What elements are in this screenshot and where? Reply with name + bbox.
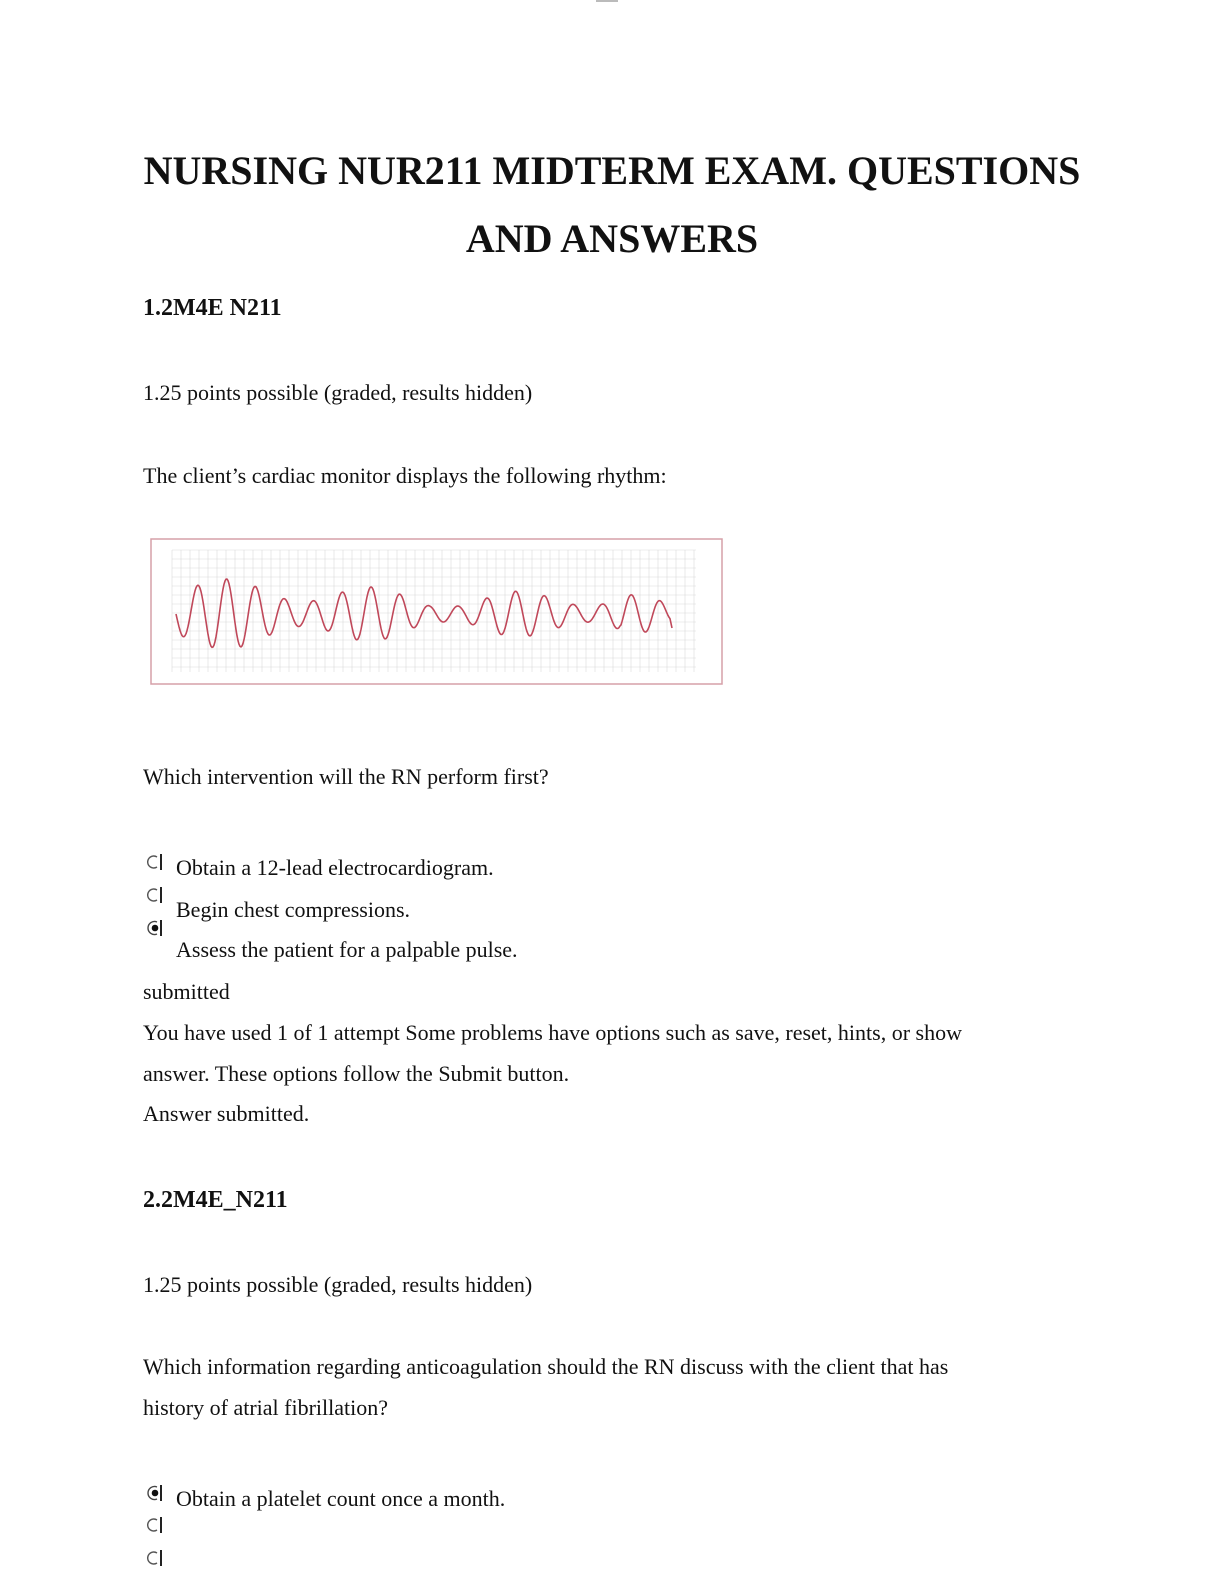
question-1-heading: 1.2M4E N211 — [143, 295, 282, 321]
question-2-heading: 2.2M4E_N211 — [143, 1187, 288, 1213]
q1-option-3-label: Assess the patient for a palpable pulse. — [176, 937, 518, 962]
q1-option-1-radio[interactable] — [145, 853, 167, 871]
title-line-1: NURSING NUR211 MIDTERM EXAM. QUESTIONS — [143, 148, 1081, 193]
question-1-points: 1.25 points possible (graded, results hidden) — [143, 380, 533, 405]
q2-option-2-radio[interactable] — [145, 1516, 167, 1534]
question-1-result: Answer submitted. — [143, 1101, 310, 1126]
q1-option-2-radio[interactable] — [145, 886, 167, 904]
q2-option-1-label: Obtain a platelet count once a month. — [176, 1486, 506, 1511]
document-title — [0, 137, 1224, 273]
title-line-2: AND ANSWERS — [465, 216, 759, 261]
ecg-rhythm-image — [150, 538, 723, 685]
question-1-attempts-line-2: answer. These options follow the Submit button. — [143, 1061, 570, 1086]
question-2-text-line-2: history of atrial fibrillation? — [143, 1395, 388, 1420]
question-1-attempts-line-1: You have used 1 of 1 attempt Some problems have options such as save, reset, hints, or show — [143, 1020, 962, 1045]
q2-option-3-radio[interactable] — [145, 1549, 167, 1567]
q1-option-3-radio-selected[interactable] — [145, 919, 167, 937]
ecg-rhythm-strip — [150, 538, 723, 685]
question-2-points: 1.25 points possible (graded, results hidden) — [143, 1272, 533, 1297]
question-1-text: Which intervention will the RN perform first? — [143, 764, 549, 789]
top-scan-mark — [596, 0, 618, 2]
q1-option-2-label: Begin chest compressions. — [176, 897, 411, 922]
q2-option-1-radio-selected[interactable] — [145, 1484, 167, 1502]
q1-option-1-label: Obtain a 12-lead electrocardiogram. — [176, 855, 494, 880]
question-1-status: submitted — [143, 979, 230, 1004]
question-2-text-line-1: Which information regarding anticoagulation should the RN discuss with the client that has — [143, 1354, 949, 1379]
question-1-prompt: The client’s cardiac monitor displays the following rhythm: — [143, 463, 667, 488]
